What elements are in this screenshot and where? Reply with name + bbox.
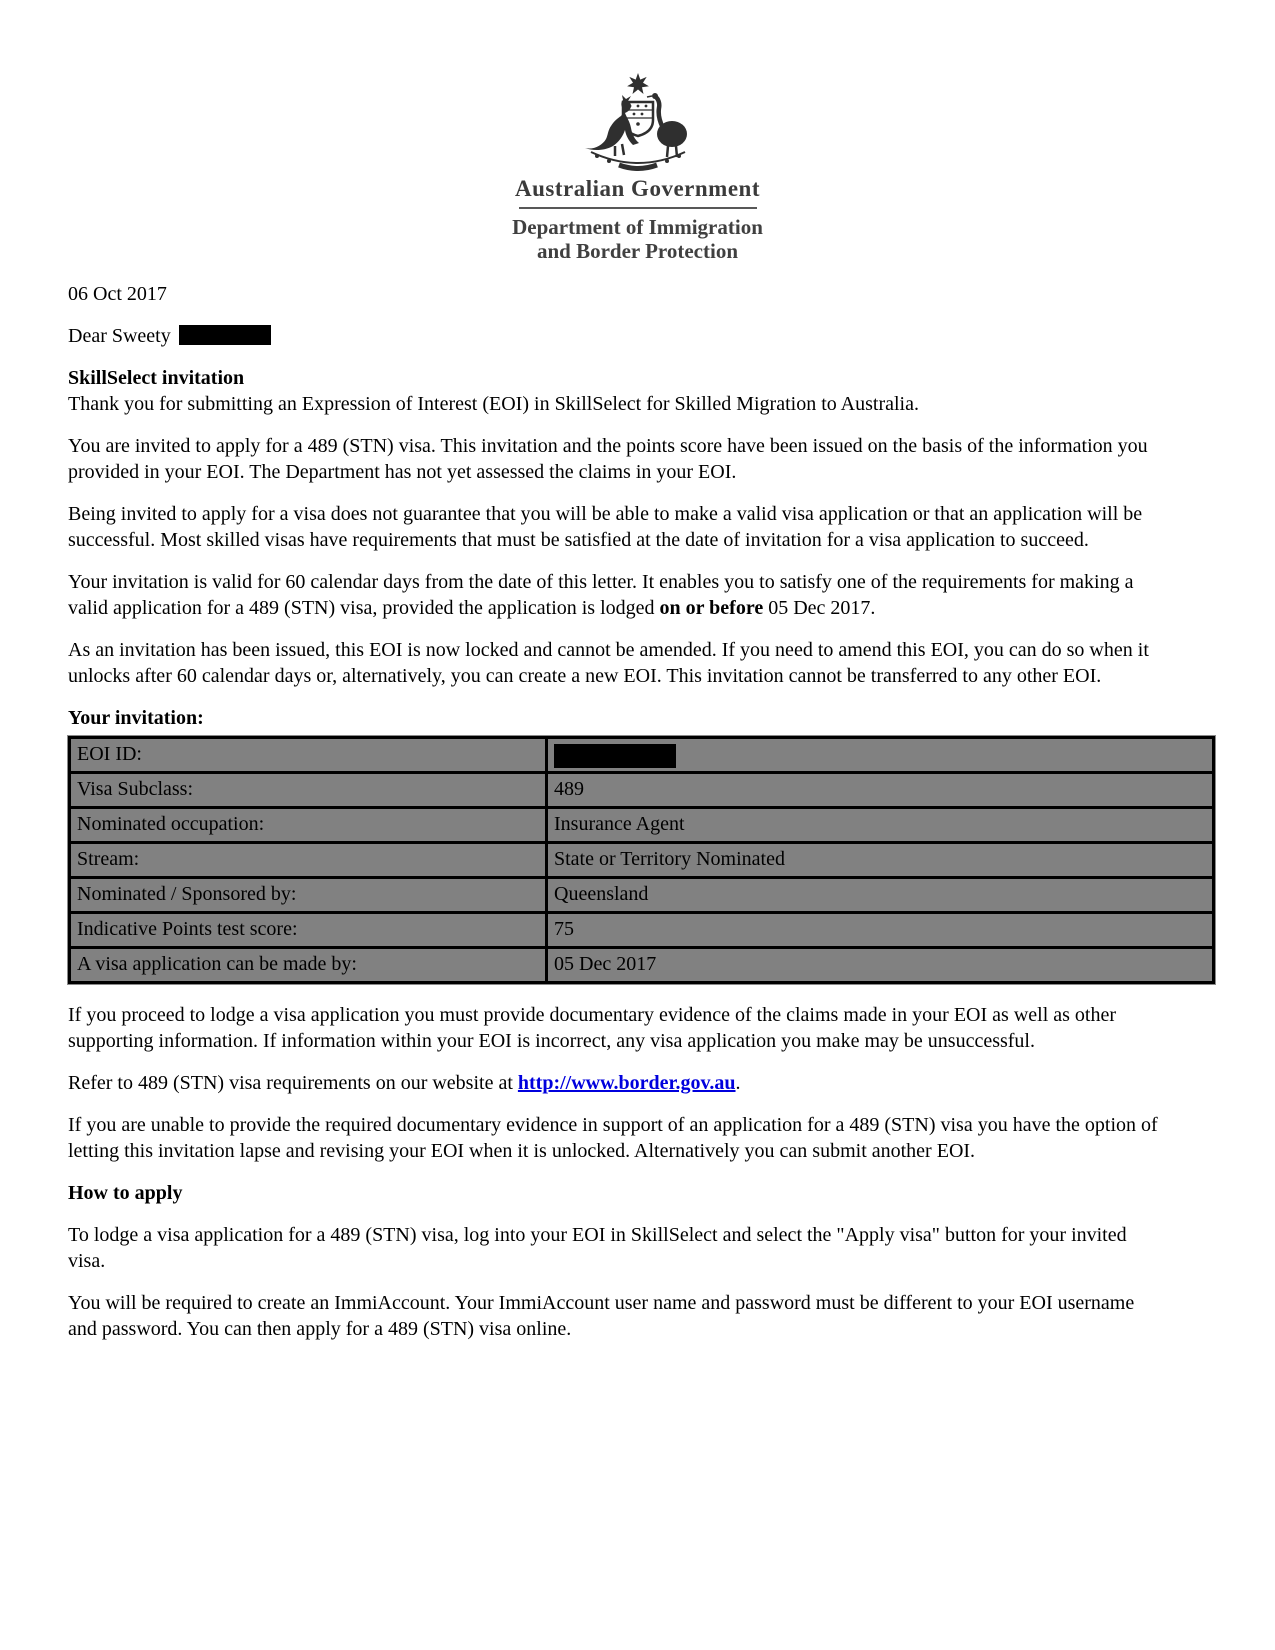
para-evidence: If you proceed to lodge a visa application you must provide documentary evidence of the claims made in your EOI as well as other supporting information. If information within your EOI is incorrect, any visa application you make may be unsuccessful. [68,1004,1117,1052]
department-name-line2: and Border Protection [536,239,739,263]
row-label: Nominated / Sponsored by: [70,878,547,913]
para-refer [68,1070,1164,1096]
para-validity-post: 05 Dec 2017. [763,597,876,619]
australian-coat-of-arms-icon [575,72,701,172]
row-value: State or Territory Nominated [547,843,1214,878]
para-lodge: To lodge a visa application for a 489 (STN) visa, log into your EOI in SkillSelect and select the "Apply visa" button for your invited visa. [68,1224,1127,1272]
para-thanks: Thank you for submitting an Expression of Interest (EOI) in SkillSelect for Skilled Migration to Australia. [68,393,919,415]
para-validity-pre: Your invitation is valid for 60 calendar days from the date of this letter. It enables you to satisfy one of the requirements for making a valid application for a 489 (STN) visa, provided the application is lodged [68,571,1134,619]
table-row-visa-subclass [70,773,1214,808]
row-label: A visa application can be made by: [70,948,547,983]
para-immiaccount: You will be required to create an ImmiAccount. Your ImmiAccount user name and password must be different to your EOI username and password. You can then apply for a 489 (STN) visa online. [68,1292,1135,1340]
department-name [0,215,1275,263]
para-validity [68,569,1164,621]
heading-skillselect-invitation: SkillSelect invitation [68,367,245,389]
row-label: Visa Subclass: [70,773,547,808]
heading-how-to-apply: How to apply [68,1182,183,1204]
row-value: Queensland [547,878,1214,913]
letter-body [68,281,1164,1342]
redacted-eoi-id-box [554,744,676,768]
row-value [547,738,1214,773]
row-label: Indicative Points test score: [70,913,547,948]
para-locked: As an invitation has been issued, this EOI is now locked and cannot be amended. If you need to amend this EOI, you can do so when it unlocks after 60 calendar days or, alternatively, you can create a new EOI. This invitation cannot be transferred to any other EOI. [68,639,1149,687]
letter-date: 06 Oct 2017 [68,283,167,305]
salutation [68,323,1164,349]
invitation-table [68,736,1215,984]
table-row-stream [70,843,1214,878]
row-value: 489 [547,773,1214,808]
row-label: Stream: [70,843,547,878]
row-label: Nominated occupation: [70,808,547,843]
para-refer-post: . [735,1072,741,1094]
para-invited: You are invited to apply for a 489 (STN) visa. This invitation and the points score have been issued on the basis of the information you provided in your EOI. The Department has not yet assessed the claims in your EOI. [68,435,1148,483]
border-website-link[interactable]: http://www.border.gov.au [517,1072,736,1094]
heading-your-invitation: Your invitation: [68,707,204,729]
table-row-nominated-occupation [70,808,1214,843]
department-name-line1: Department of Immigration [512,215,763,239]
para-guarantee: Being invited to apply for a visa does not guarantee that you will be able to make a valid visa application or that an application will be successful. Most skilled visas have requirements that must be satisfied at the date of invitation for a visa application to succeed. [68,503,1143,551]
letterhead [0,0,1275,263]
para-unable: If you are unable to provide the required documentary evidence in support of an application for a 489 (STN) visa you have the option of letting this invitation lapse and revising your EOI when it is unlocked. Alternatively you can submit another EOI. [68,1114,1158,1162]
para-refer-pre: Refer to 489 (STN) visa requirements on our website at [68,1072,518,1094]
table-row-sponsored-by [70,878,1214,913]
row-label: EOI ID: [70,738,547,773]
row-value: Insurance Agent [547,808,1214,843]
salutation-text: Dear Sweety [68,325,171,347]
para-validity-bold: on or before [659,597,764,619]
table-row-application-deadline [70,948,1214,983]
table-row-eoi-id [70,738,1214,773]
row-value: 05 Dec 2017 [547,948,1214,983]
header-divider [519,207,757,209]
table-row-points-score [70,913,1214,948]
row-value: 75 [547,913,1214,948]
redacted-name-box [179,325,271,345]
government-title: Australian Government [515,176,760,201]
